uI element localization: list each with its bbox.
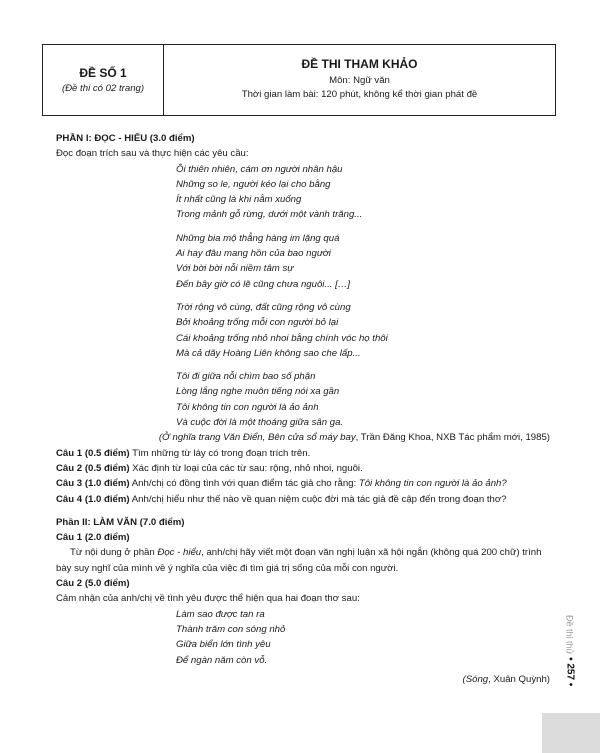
poem-song-author: , Xuân Quỳnh) xyxy=(488,673,550,685)
question-3 xyxy=(56,476,556,491)
poem-line: Và cuộc đời là một thoáng giữa sân ga. xyxy=(176,417,344,429)
page-corner-tab xyxy=(542,713,600,753)
question-quote: Tôi không tin con người là ảo ảnh? xyxy=(358,478,507,490)
question-4 xyxy=(56,492,556,507)
essay-question-2-text: Cảm nhận của anh/chị về tình yêu được thể hiện qua hai đoạn thơ sau: xyxy=(56,593,360,605)
poem-line: Ai hay đâu mang hồn của bao người xyxy=(176,248,331,260)
exam-number: ĐỀ SỐ 1 xyxy=(79,66,127,80)
exam-header xyxy=(42,44,556,116)
poem-line: Lòng lắng nghe muôn tiếng nói xa gần xyxy=(176,386,340,398)
poem-line: Giữa biển lớn tình yêu xyxy=(176,639,271,651)
poem-line: Những so le, người kéo lại cho bằng xyxy=(176,178,331,190)
poem-line: Ôi thiên nhiên, cám ơn người nhân hậu xyxy=(176,163,343,175)
essay-question-2-heading xyxy=(56,576,556,591)
stanza xyxy=(56,369,556,430)
question-points: (2.0 điểm) xyxy=(84,532,130,544)
question-label: Câu 1 xyxy=(56,532,83,544)
poem-line: Tôi không tin con người là ảo ảnh xyxy=(176,401,319,413)
poem-line: Những bia mộ thẳng hàng im lặng quá xyxy=(176,232,340,244)
question-label: Câu 1 xyxy=(56,447,83,459)
stanza xyxy=(56,300,556,361)
question-text: Xác định từ loại của các từ sau: rộng, nhỏ nhoi, nguôi. xyxy=(129,462,363,474)
poem-line: Tôi đi giữa nỗi chìm bao số phận xyxy=(176,371,316,383)
question-text: Tìm những từ láy có trong đoạn trích trên. xyxy=(129,447,311,459)
exam-number-cell xyxy=(43,45,164,115)
poem-song-source xyxy=(56,672,556,687)
question-2 xyxy=(56,461,556,476)
poem-source-title: (Ở nghĩa trang Văn Điển, Bên cửa sổ máy bay xyxy=(158,432,356,444)
poem-line: Làm sao được tan ra xyxy=(176,608,265,620)
poem-source xyxy=(56,430,556,445)
poem-song xyxy=(56,607,556,668)
poem-excerpt xyxy=(56,162,556,431)
question-points: (1.0 điểm) xyxy=(84,493,130,505)
poem-song-title: (Sóng xyxy=(462,673,489,685)
question-text: , anh/chị hãy viết một đoạn văn nghị luận xã hội ngắn (không quá 200 chữ) trình bày suy nghĩ của mình về ý nghĩa của việc đi tìm giá trị sống của mỗi con người. xyxy=(56,547,542,574)
side-section-label xyxy=(565,615,576,686)
question-points: (0.5 điểm) xyxy=(84,462,130,474)
essay-question-1-text xyxy=(56,545,556,576)
exam-info-cell xyxy=(164,45,555,115)
exam-subject: Môn: Ngữ văn xyxy=(329,75,390,86)
part2-heading: Phần II: LÀM VĂN (7.0 điểm) xyxy=(56,516,185,528)
poem-line: Trong mảnh gỗ rừng, dưới một vành trăng... xyxy=(176,209,363,221)
poem-line: Với bời bời nỗi niềm tâm sự xyxy=(176,263,294,275)
poem-line: Bởi khoảng trống mỗi con người bỏ lại xyxy=(176,317,339,329)
question-points: (0.5 điểm) xyxy=(84,447,130,459)
poem-line: Để ngàn năm còn vỗ. xyxy=(176,654,268,666)
question-text: Anh/chị hiểu như thế nào về quan niệm cuộc đời mà tác giả đề cập đến trong đoạn thơ? xyxy=(129,493,507,505)
stanza xyxy=(56,231,556,292)
question-text-italic: Đọc - hiểu xyxy=(157,547,202,559)
exam-title: ĐỀ THI THAM KHẢO xyxy=(301,57,418,71)
exam-duration: Thời gian làm bài: 120 phút, không kể thời gian phát đề xyxy=(241,89,478,100)
question-label: Câu 2 xyxy=(56,578,83,590)
side-label-text: Đề thi thử xyxy=(564,615,575,655)
question-points: (5.0 điểm) xyxy=(84,578,130,590)
poem-line: Mà cả dãy Hoàng Liên không sao che lấp... xyxy=(176,347,361,359)
part1-instruction: Đọc đoạn trích sau và thực hiện các yêu cầu: xyxy=(56,148,249,160)
page-count-note: (Đề thi có 02 trang) xyxy=(61,83,145,94)
question-label: Câu 4 xyxy=(56,493,83,505)
poem-line: Trời rộng vô cùng, đất cũng rộng vô cùng xyxy=(176,301,351,313)
page-side-label xyxy=(563,615,577,725)
poem-line: Thành trăm con sóng nhỏ xyxy=(176,623,286,635)
part1-heading: PHẦN I: ĐỌC - HIỂU (3.0 điểm) xyxy=(56,133,195,144)
question-points: (1.0 điểm) xyxy=(84,478,130,490)
poem-source-details: , Trần Đăng Khoa, NXB Tác phẩm mới, 1985) xyxy=(355,432,550,444)
page-number: • 257 • xyxy=(564,657,576,687)
poem-line: Cái khoảng trống nhỏ nhoi bằng chính vóc họ thôi xyxy=(176,332,388,344)
question-label: Câu 3 xyxy=(56,478,83,490)
poem-line: Ít nhất cũng là khi nằm xuống xyxy=(176,194,302,206)
essay-question-1-heading xyxy=(56,530,556,545)
question-1 xyxy=(56,446,556,461)
question-label: Câu 2 xyxy=(56,462,83,474)
stanza xyxy=(56,162,556,223)
exam-content xyxy=(56,131,556,687)
question-text: Từ nội dung ở phần xyxy=(70,547,158,559)
question-text: Anh/chị có đồng tình với quan điểm tác giả cho rằng: xyxy=(129,478,359,490)
poem-line: Đến bây giờ có lẽ cũng chưa nguôi... […] xyxy=(176,278,351,290)
